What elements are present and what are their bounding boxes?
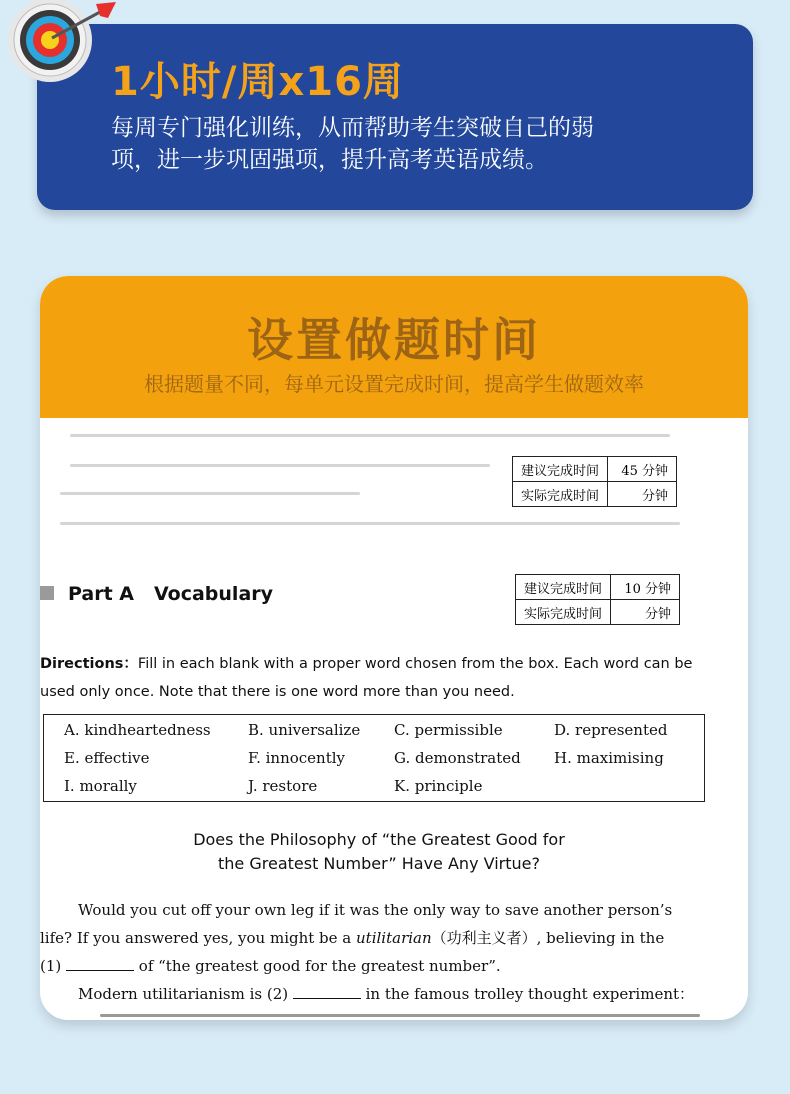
word-option: G. demonstrated [394,749,521,767]
timing-card-header [40,276,748,418]
word-option: F. innocently [248,749,345,767]
suggested-time-value: 45 分钟 [608,457,677,482]
passage-line [40,924,720,952]
suggested-time-label: 建议完成时间 [516,575,611,600]
actual-time-label: 实际完成时间 [516,600,611,625]
word-option: J. restore [248,777,318,795]
passage-text: Modern utilitarianism is (2) [78,985,293,1003]
passage-line [78,980,748,1008]
passage-text: (1) [40,957,67,975]
section-title: 设置做题时间 [247,313,541,367]
word-option: H. maximising [554,749,664,767]
word-option: B. universalize [248,721,361,739]
part-marker [40,586,54,600]
suggested-time-box-2 [515,574,680,625]
passage-title-line-1: Does the Philosophy of “the Greatest Good for [193,830,565,849]
word-option: I. morally [64,777,137,795]
banner-title: 1小时/周x16周 [111,59,404,105]
passage-line: Would you cut off your own leg if it was the only way to save another person’s [78,901,673,919]
suggested-time-label: 建议完成时间 [513,457,608,482]
passage-text: （功利主义者）, believing in the [431,929,665,947]
part-label: Part A [68,583,135,605]
banner-desc-line-1: 每周专门强化训练，从而帮助考生突破自己的弱 [111,115,594,141]
timing-card [40,276,748,1020]
directions [40,650,730,706]
word-option: E. effective [64,749,150,767]
word-option: D. represented [554,721,668,739]
word-bank [43,714,705,802]
passage-text: of “the greatest good for the greatest number”. [134,957,501,975]
passage-text: life? If you answered yes, you might be a [40,929,357,947]
banner-description [111,112,711,176]
banner-desc-line-2: 项，进一步巩固强项，提升高考英语成绩。 [111,147,548,173]
answer-blank-2[interactable] [293,984,361,999]
directions-text-2: used only once. Note that there is one word more than you need. [40,684,515,700]
passage-title-line-2: the Greatest Number” Have Any Virtue? [218,854,540,873]
actual-time-label: 实际完成时间 [513,482,608,507]
passage-text: in the famous trolley thought experiment： [360,985,695,1003]
passage-term: utilitarian [356,929,432,947]
weekly-plan-banner [37,24,753,210]
passage-line [40,952,720,980]
worksheet-preview [40,418,748,1020]
suggested-time-box-1 [512,456,677,507]
word-option: A. kindheartedness [64,721,211,739]
directions-text-1: Fill in each blank with a proper word chosen from the box. Each word can be [137,656,693,672]
directions-label: Directions： [40,656,138,672]
actual-time-value: 分钟 [611,600,680,625]
part-name: Vocabulary [154,583,274,605]
word-option: C. permissible [394,721,503,739]
actual-time-value: 分钟 [608,482,677,507]
target-icon [0,0,120,100]
section-subtitle: 根据题量不同，每单元设置完成时间，提高学生做题效率 [144,372,644,396]
suggested-time-value: 10 分钟 [611,575,680,600]
word-option: K. principle [394,777,483,795]
answer-blank-1[interactable] [66,956,134,971]
